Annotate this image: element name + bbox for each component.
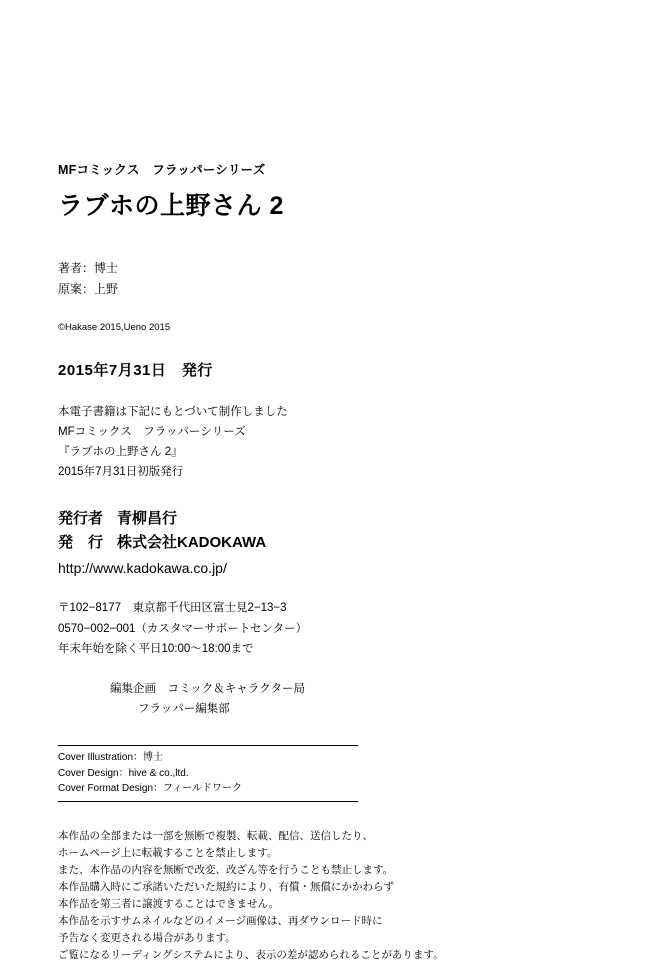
copyright-notice: ©Hakase 2015,Ueno 2015 — [58, 322, 171, 333]
legal-notices-block — [58, 828, 598, 964]
notice-line-5: 本作品を第三者に譲渡することはできません。 — [58, 897, 280, 910]
cover-illustration-credit: Cover Illustration：博士 — [58, 752, 164, 764]
editorial-line-2: フラッパー編集部 — [138, 702, 230, 715]
notice-line-4: 本作品購入時にご承諾いただいた規約により、有償・無償にかかわらず — [58, 880, 394, 893]
basis-line-2: MFコミックス フラッパーシリーズ — [58, 426, 246, 439]
publisher-company-label: 発 行 — [58, 534, 104, 552]
basis-line-1: 本電子書籍は下記にもとづいて制作しました — [58, 406, 288, 418]
address-support-hours: 年末年始を除く平日10:00〜18:00まで — [58, 643, 254, 656]
publisher-row-issuer — [58, 507, 598, 532]
divider-bottom — [58, 801, 358, 802]
credit-original-concept: 原案：上野 — [58, 282, 119, 296]
credit-author: 著者：博士 — [58, 261, 119, 275]
page-title: ラブホの上野さん 2 — [58, 192, 284, 220]
publisher-block — [58, 507, 598, 557]
editorial-block — [58, 680, 598, 719]
address-postal: 〒102−8177 東京都千代田区富士見2−13−3 — [58, 602, 287, 614]
basis-block — [58, 402, 598, 483]
cover-credits-block — [58, 746, 598, 801]
notice-line-3: また、本作品の内容を無断で改変、改ざん等を行うことも禁止します。 — [58, 863, 394, 876]
notice-line-2: ホームページ上に転載することを禁止します。 — [58, 846, 278, 859]
publisher-row-company — [58, 531, 598, 556]
publisher-website-link[interactable]: http://www.kadokawa.co.jp/ — [58, 560, 227, 576]
address-block — [58, 598, 598, 660]
colophon-content — [58, 160, 598, 964]
notice-line-7: 予告なく変更される場合があります。 — [58, 931, 236, 944]
notice-line-1: 本作品の全部または一部を無断で複製、転載、配信、送信したり、 — [58, 829, 373, 842]
basis-line-3: 『ラブホの上野さん 2』 — [58, 446, 183, 459]
publisher-issuer-value: 青柳昌行 — [117, 509, 178, 527]
basis-line-4: 2015年7月31日初版発行 — [58, 466, 184, 479]
notice-line-6: 本作品を示すサムネイルなどのイメージ画像は、再ダウンロード時に — [58, 914, 383, 927]
cover-format-design-credit: Cover Format Design：フィールドワーク — [58, 783, 243, 795]
cover-design-credit: Cover Design：hive & co.,ltd. — [58, 767, 189, 779]
publication-date: 2015年7月31日 発行 — [58, 362, 213, 379]
series-label: MFコミックス フラッパーシリーズ — [58, 163, 266, 177]
editorial-line-1: 編集企画 コミック＆キャラクター局 — [110, 683, 306, 696]
address-support-phone: 0570−002−001（カスタマーサポートセンター） — [58, 622, 308, 635]
publisher-issuer-label: 発行者 — [58, 509, 104, 527]
publisher-company-value: 株式会社KADOKAWA — [117, 534, 267, 552]
credits-block — [58, 258, 598, 300]
notice-line-8: ご覧になるリーディングシステムにより、表示の差が認められることがあります。 — [58, 948, 444, 961]
